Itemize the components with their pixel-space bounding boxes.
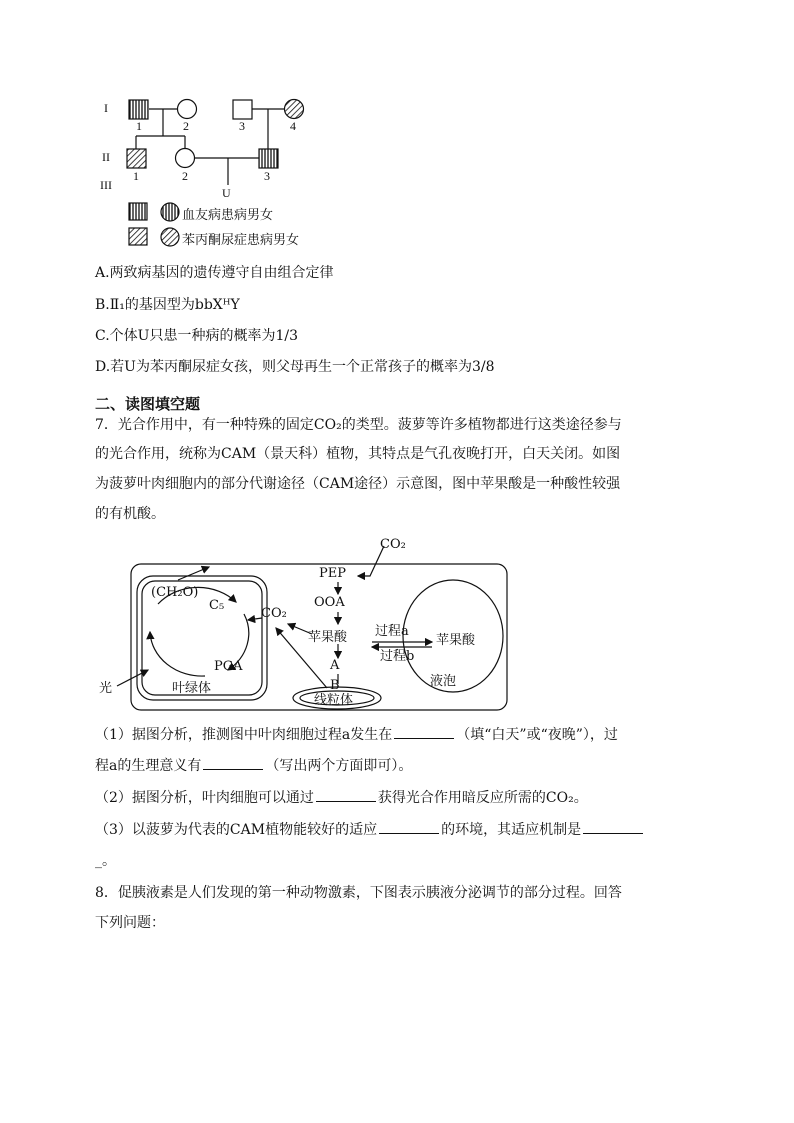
pep-label: PEP bbox=[319, 566, 346, 581]
option-c: C.个体U只患一种病的概率为1/3 bbox=[95, 328, 298, 344]
co2-top-label: CO₂ bbox=[380, 537, 406, 552]
a-label: A bbox=[330, 658, 340, 673]
i3-normal-male bbox=[233, 100, 252, 119]
answer-blank-3a[interactable] bbox=[379, 819, 439, 834]
sub1-line-2 bbox=[95, 755, 412, 776]
q7-line-2: 的光合作用，统称为CAM（景天科）植物，其特点是气孔夜晚打开，白天关闭。如图 bbox=[95, 446, 621, 462]
sub1-text-d: （写出两个方面即可）。 bbox=[265, 758, 413, 774]
ooa-label: OOA bbox=[314, 595, 345, 610]
b-label: B bbox=[330, 678, 340, 693]
vacuole-label: 液泡 bbox=[430, 674, 457, 689]
sub1-text-a: （1）据图分析，推测图中叶肉细胞过程a发生在 bbox=[95, 727, 393, 743]
i2-normal-female bbox=[178, 100, 197, 119]
sub2-line bbox=[95, 787, 588, 808]
gen-label-ii: II bbox=[102, 150, 110, 164]
num-ii2: 2 bbox=[182, 169, 188, 183]
option-a: A.两致病基因的遗传遵守自由组合定律 bbox=[95, 265, 334, 281]
q7-line-3: 为菠萝叶肉细胞内的部分代谢途径（CAM途径）示意图，图中苹果酸是一种酸性较强 bbox=[95, 476, 621, 492]
legend-hemophilia-female bbox=[161, 203, 179, 221]
sub3-line bbox=[95, 819, 645, 840]
q8-line-2: 下列问题： bbox=[95, 915, 165, 931]
legend-hemophilia-text: 血友病患病男女 bbox=[182, 208, 274, 223]
malic-right-label: 苹果酸 bbox=[436, 633, 476, 648]
q7-line-4: 的有机酸。 bbox=[95, 506, 165, 522]
num-ii3: 3 bbox=[264, 169, 270, 183]
i4-pku-female bbox=[285, 100, 304, 119]
num-i1: 1 bbox=[136, 119, 142, 133]
ii3-hemophilia-male bbox=[259, 149, 278, 168]
answer-blank-1b[interactable] bbox=[203, 755, 263, 770]
sub2-text-b: 获得光合作用暗反应所需的CO₂。 bbox=[377, 790, 588, 806]
answer-blank-3b[interactable] bbox=[583, 819, 643, 834]
process-b-label: 过程b bbox=[380, 649, 415, 664]
pga-label: PGA bbox=[214, 659, 243, 674]
mitochondrion-label: 线粒体 bbox=[314, 693, 354, 708]
answer-blank-2[interactable] bbox=[316, 787, 376, 802]
answer-blank-1a[interactable] bbox=[394, 724, 454, 739]
num-i2: 2 bbox=[183, 119, 189, 133]
ii2-normal-female bbox=[176, 149, 195, 168]
ii1-pku-male bbox=[127, 149, 146, 168]
legend-pku-female bbox=[161, 228, 179, 246]
process-a-label: 过程a bbox=[375, 624, 409, 639]
sub3-text-b: 的环境，其适应机制是 bbox=[441, 822, 582, 838]
sub2-text-a: （2）据图分析，叶肉细胞可以通过 bbox=[95, 790, 314, 806]
q7-line-1: 7．光合作用中，有一种特殊的固定CO₂的类型。菠萝等许多植物都进行这类途径参与 bbox=[95, 417, 622, 433]
sub3-text-a: （3）以菠萝为代表的CAM植物能较好的适应 bbox=[95, 822, 378, 838]
sub1-text-b: （填“白天”或“夜晚”），过 bbox=[456, 727, 618, 743]
legend-pku-male bbox=[129, 228, 147, 245]
sub1-line-1 bbox=[95, 724, 618, 745]
legend-pku-text: 苯丙酮尿症患病男女 bbox=[182, 233, 300, 248]
c5-label: C₅ bbox=[209, 598, 225, 613]
malic-left-label: 苹果酸 bbox=[308, 630, 348, 645]
i1-hemophilia-male bbox=[129, 100, 148, 119]
legend-hemophilia-male bbox=[129, 203, 147, 220]
num-i3: 3 bbox=[239, 119, 245, 133]
num-ii1: 1 bbox=[133, 169, 139, 183]
label-u: U bbox=[222, 186, 231, 200]
gen-label-iii: III bbox=[100, 178, 112, 192]
pedigree-lines bbox=[0, 0, 794, 260]
ch2o-label: (CH₂O) bbox=[151, 585, 199, 600]
sub1-text-c: 程a的生理意义有 bbox=[95, 758, 202, 774]
num-i4: 4 bbox=[290, 119, 296, 133]
option-b: B.Ⅱ₁的基因型为bbXᴴY bbox=[95, 297, 240, 313]
co2-inner-label: CO₂ bbox=[261, 606, 287, 621]
option-d: D.若U为苯丙酮尿症女孩，则父母再生一个正常孩子的概率为3/8 bbox=[95, 359, 495, 375]
light-label: 光 bbox=[99, 681, 113, 696]
chloroplast-label: 叶绿体 bbox=[172, 681, 212, 696]
gen-label-i: I bbox=[104, 101, 108, 115]
sub3-tail: _。 bbox=[95, 853, 116, 869]
section-title: 二、读图填空题 bbox=[95, 395, 201, 413]
q8-line-1: 8．促胰液素是人们发现的第一种动物激素，下图表示胰液分泌调节的部分过程。回答 bbox=[95, 885, 622, 901]
